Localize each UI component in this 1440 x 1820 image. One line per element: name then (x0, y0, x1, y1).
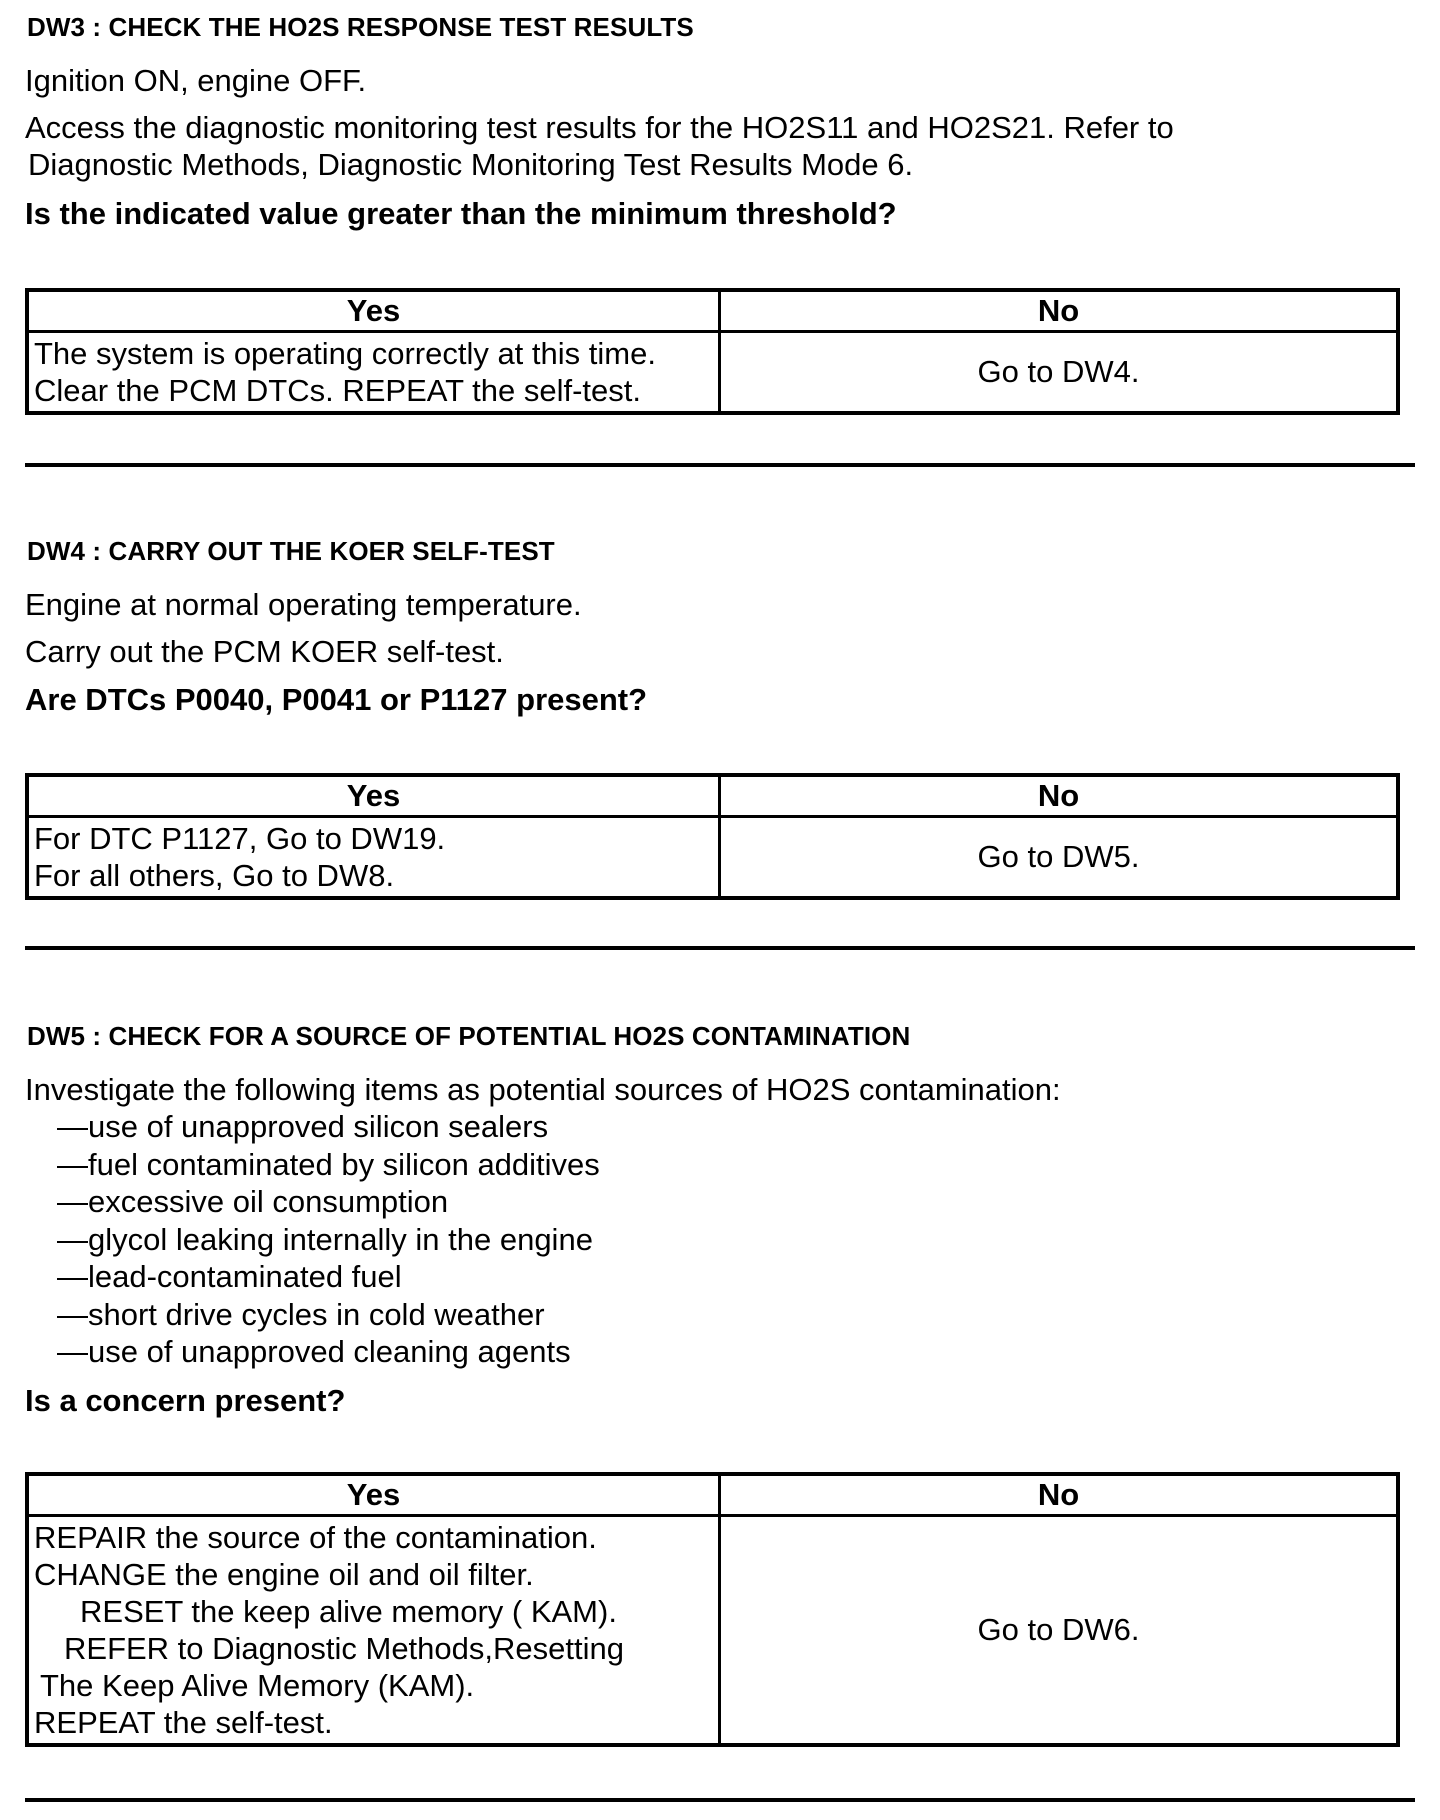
no-cell: Go to DW6. (720, 1516, 1399, 1746)
section-divider (25, 463, 1415, 467)
list-item: —excessive oil consumption (57, 1184, 449, 1219)
list-item: —use of unapproved cleaning agents (57, 1334, 571, 1369)
yes-line: REPAIR the source of the contamination. (34, 1520, 597, 1555)
yes-no-table-dw5 (25, 1472, 1400, 1747)
yes-header: Yes (27, 290, 720, 332)
yes-cell (27, 332, 720, 414)
step-instruction: Access the diagnostic monitoring test results for the HO2S11 and HO2S21. Refer to (25, 110, 1174, 145)
step-instruction: Investigate the following items as potential sources of HO2S contamination: (25, 1072, 1061, 1107)
yes-line: For all others, Go to DW8. (34, 858, 395, 893)
step-title-dw3: DW3 : CHECK THE HO2S RESPONSE TEST RESULTS (27, 12, 694, 42)
step-instruction: Carry out the PCM KOER self-test. (25, 634, 504, 669)
yes-no-table-dw4 (25, 773, 1400, 900)
step-instruction: Diagnostic Methods, Diagnostic Monitoring Test Results Mode 6. (28, 147, 914, 182)
step-instruction: Engine at normal operating temperature. (25, 587, 582, 622)
step-question-dw5: Is a concern present? (25, 1383, 346, 1418)
yes-line: REFER to Diagnostic Methods,Resetting (64, 1631, 624, 1666)
no-cell: Go to DW5. (720, 817, 1399, 899)
section-divider (25, 946, 1415, 950)
yes-line: The system is operating correctly at this time. (34, 336, 656, 371)
section-divider (25, 1798, 1415, 1802)
yes-cell (27, 817, 720, 899)
step-question-dw3: Is the indicated value greater than the minimum threshold? (25, 196, 897, 231)
yes-line: The Keep Alive Memory (KAM). (40, 1668, 475, 1703)
yes-cell (27, 1516, 720, 1746)
yes-line: Clear the PCM DTCs. REPEAT the self-test. (34, 373, 641, 408)
yes-line: RESET the keep alive memory ( KAM). (80, 1594, 617, 1629)
no-cell: Go to DW4. (720, 332, 1399, 414)
yes-header: Yes (27, 1474, 720, 1516)
yes-no-table-dw3 (25, 288, 1400, 415)
yes-line: REPEAT the self-test. (34, 1705, 333, 1740)
list-item: —glycol leaking internally in the engine (57, 1221, 593, 1257)
step-title-dw4: DW4 : CARRY OUT THE KOER SELF-TEST (27, 536, 555, 566)
no-header: No (720, 290, 1399, 332)
yes-header: Yes (27, 775, 720, 817)
no-header: No (720, 1474, 1399, 1516)
step-question-dw4: Are DTCs P0040, P0041 or P1127 present? (25, 682, 648, 717)
yes-line: CHANGE the engine oil and oil filter. (34, 1557, 534, 1592)
yes-line: For DTC P1127, Go to DW19. (34, 821, 446, 856)
list-item: —fuel contaminated by silicon additives (57, 1146, 600, 1182)
list-item: —use of unapproved silicon sealers (57, 1109, 549, 1144)
list-item: —lead-contaminated fuel (57, 1259, 402, 1294)
step-instruction: Ignition ON, engine OFF. (25, 63, 367, 98)
step-title-dw5: DW5 : CHECK FOR A SOURCE OF POTENTIAL HO2S CONTAMINATION (27, 1021, 911, 1051)
no-header: No (720, 775, 1399, 817)
list-item: —short drive cycles in cold weather (57, 1296, 545, 1332)
contamination-source-list (57, 1108, 600, 1371)
